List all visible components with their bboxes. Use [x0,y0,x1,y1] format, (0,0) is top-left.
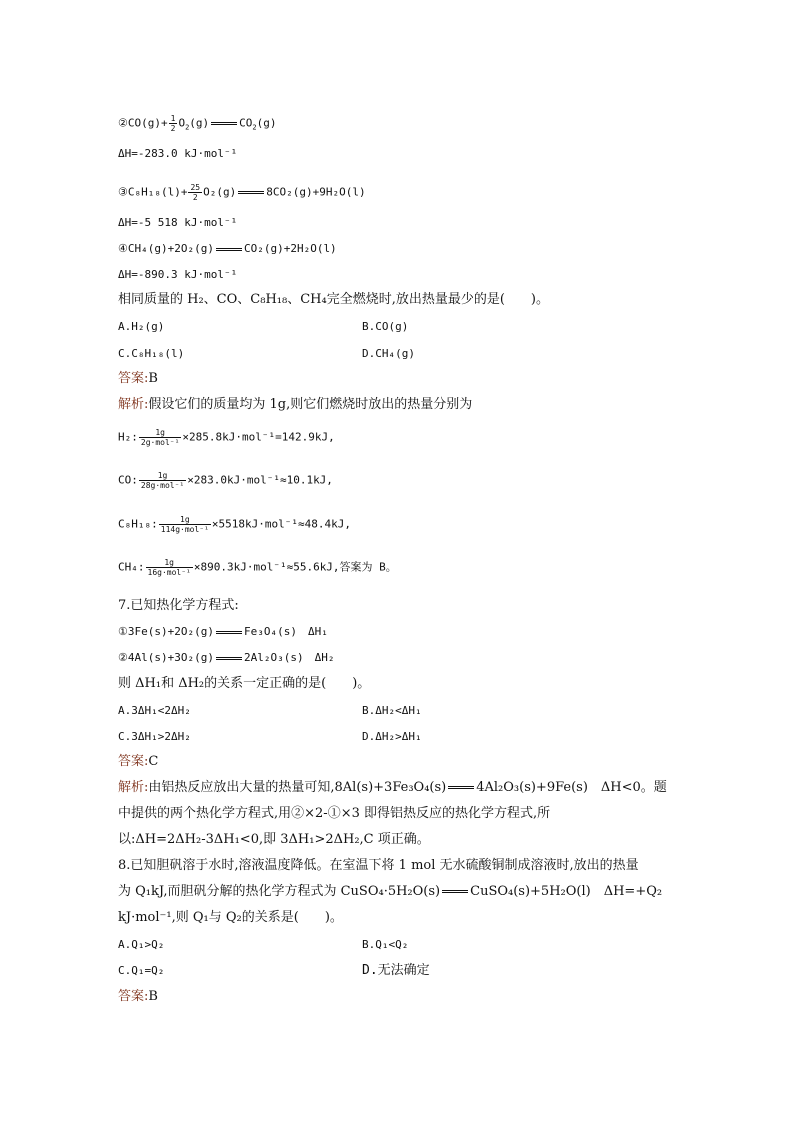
q6-analysis-text: 假设它们的质量均为 1g,则它们燃烧时放出的热量分别为 [148,397,473,412]
calc-species: C₈H₁₈: [118,517,158,531]
q6-stem: 相同质量的 H₂、CO、C₈H₁₈、CH₄完全燃烧时,放出热量最少的是( )。 [118,292,549,307]
eq4-product: CO₂(g)+2H₂O(l) [243,242,337,255]
eq2-product: CO [239,116,253,130]
calc-rest: ×890.3kJ·mol⁻¹≈55.6kJ,答案为 B。 [193,560,397,574]
q7-eq2-arrow [216,657,242,658]
q8-option-row-2 [118,963,430,979]
calc-den: 16g·mol⁻¹ [147,568,191,577]
calc-row-h2 [118,428,335,447]
calc-fraction [139,428,182,447]
q7-option-c: C.3ΔH₁>2ΔH₂ [118,730,191,743]
q6-analysis-label: 解析: [118,397,149,412]
q8-option-a: A.Q₁>Q₂ [118,938,165,951]
q6-option-row-2 [118,346,415,362]
q7-answer-value: C [148,754,159,769]
q7-stem: 7.已知热化学方程式: [118,598,239,613]
calc-num: 1g [157,471,168,480]
q8-line2b: CuSO₄(s)+5H₂O(l) ΔH=+Q₂ [470,884,663,899]
calc-row-c8h18 [118,515,351,534]
equation-4 [118,241,337,257]
eq4-enthalpy: ΔH=-890.3 kJ·mol⁻¹ [118,268,238,281]
q8-line2a: 为 Q₁kJ,而胆矾分解的热化学方程式为 CuSO₄·5H₂O(s) [118,884,441,899]
q7-analysis-arrow [448,786,474,787]
calc-num: 1g [164,558,174,567]
calc-species: H₂: [118,430,138,444]
calc-species: CH₄: [118,560,145,574]
q7-equation-2 [118,650,334,666]
eq3-frac-den: 2 [188,192,202,202]
q7-option-row-1 [118,703,422,719]
q8-option-d: D.无法确定 [362,963,430,978]
q7-eq2-right: 2Al₂O₃(s) ΔH₂ [243,651,335,664]
eq4-arrow [216,248,242,249]
calc-fraction [139,471,186,490]
eq2-frac-num: 1 [170,114,176,123]
q6-answer-label: 答案: [118,371,149,386]
calc-fraction [159,515,211,534]
calc-rest: ×5518kJ·mol⁻¹≈48.4kJ, [211,517,351,531]
calc-den: 114g·mol⁻¹ [160,525,209,534]
eq3-arrow [238,191,264,192]
eq3-fraction [188,183,202,202]
eq2-left: ②CO(g)+ [118,116,168,130]
eq2-fraction [169,114,178,133]
q6-option-row-1 [118,319,409,335]
q6-answer-value: B [148,371,158,386]
q7-option-b: B.ΔH₂<ΔH₁ [362,704,422,717]
q8-answer-value: B [148,989,158,1004]
calc-rest: ×285.8kJ·mol⁻¹=142.9kJ, [182,430,335,444]
q7-analysis-1b: 4Al₂O₃(s)+9Fe(s) ΔH<0。题 [476,780,667,795]
eq3-enthalpy: ΔH=-5 518 kJ·mol⁻¹ [118,216,238,229]
q6-option-c: C.C₈H₁₈(l) [118,347,185,360]
q8-option-c: C.Q₁=Q₂ [118,964,165,977]
q7-answer [118,754,158,770]
q8-option-row-1 [118,937,409,953]
equation-2: ②CO(g)+ $\frac{1}{2}$ $O_2(g)$ $CO_2(g)$ [118,114,277,133]
q8-answer-label: 答案: [118,989,149,1004]
eq4-left: ④CH₄(g)+2O₂(g) [118,242,214,255]
calc-fraction [146,558,193,577]
calc-row-ch4 [118,558,397,577]
q7-option-a: A.3ΔH₁<2ΔH₂ [118,704,191,717]
q8-stem-line-2 [118,884,662,900]
q7-eq1-arrow [216,631,242,632]
q8-stem-line-3: kJ·mol⁻¹,则 Q₁与 Q₂的关系是( )。 [118,910,343,925]
eq2-enthalpy: ΔH=-283.0 kJ·mol⁻¹ [118,147,238,160]
eq2-frac-den: 2 [170,124,176,133]
q7-analysis-line-1 [118,780,667,796]
calc-rest: ×283.0kJ·mol⁻¹≈10.1kJ, [187,473,333,487]
calc-den: 28g·mol⁻¹ [140,481,185,490]
q8-answer [118,989,158,1005]
q7-question: 则 ΔH₁和 ΔH₂的关系一定正确的是( )。 [118,676,371,691]
q7-analysis-line-2: 中提供的两个热化学方程式,用②×2-①×3 即得铝热反应的热化学方程式,所 [118,806,551,821]
calc-row-co [118,471,333,490]
q8-option-b: B.Q₁<Q₂ [362,938,409,951]
calc-species: CO: [118,473,138,487]
calc-num: 1g [155,428,165,437]
eq3-frac-num: 25 [190,183,201,192]
q8-stem-line-1: 8.已知胆矾溶于水时,溶液温度降低。在室温下将 1 mol 无水硫酸铜制成溶液时,放出的热量 [118,858,639,873]
q6-option-a: A.H₂(g) [118,320,165,333]
eq3-left: ③C₈H₁₈(l)+ [118,185,188,199]
eq2-state: (g) [189,116,210,130]
q7-analysis-1a: 由铝热反应放出大量的热量可知,8Al(s)+3Fe₃O₄(s) [148,780,447,795]
eq3-mid: O₂(g) [203,185,237,199]
q8-arrow [442,890,468,891]
calc-num: 1g [180,515,190,524]
q7-eq1-left: ①3Fe(s)+2O₂(g) [118,625,214,638]
q7-option-row-2 [118,729,422,745]
eq2-arrow [211,122,237,123]
eq3-product: 8CO₂(g)+9H₂O(l) [266,185,366,199]
eq2-o: O [178,116,186,130]
calc-den: 2g·mol⁻¹ [140,438,180,447]
q6-answer [118,371,158,387]
q7-answer-label: 答案: [118,754,149,769]
equation-3 [118,183,366,202]
q7-eq2-left: ②4Al(s)+3O₂(g) [118,651,214,664]
q6-analysis [118,397,472,413]
q7-eq1-right: Fe₃O₄(s) ΔH₁ [243,625,328,638]
eq2-product-state: (g) [256,116,277,130]
q7-analysis-line-3: 以:ΔH=2ΔH₂-3ΔH₁<0,即 3ΔH₁>2ΔH₂,C 项正确。 [118,832,430,847]
q7-option-d: D.ΔH₂>ΔH₁ [362,730,422,743]
q6-option-d: D.CH₄(g) [362,347,415,360]
q6-option-b: B.CO(g) [362,320,409,333]
q7-equation-1 [118,624,328,640]
q7-analysis-label: 解析: [118,780,149,795]
